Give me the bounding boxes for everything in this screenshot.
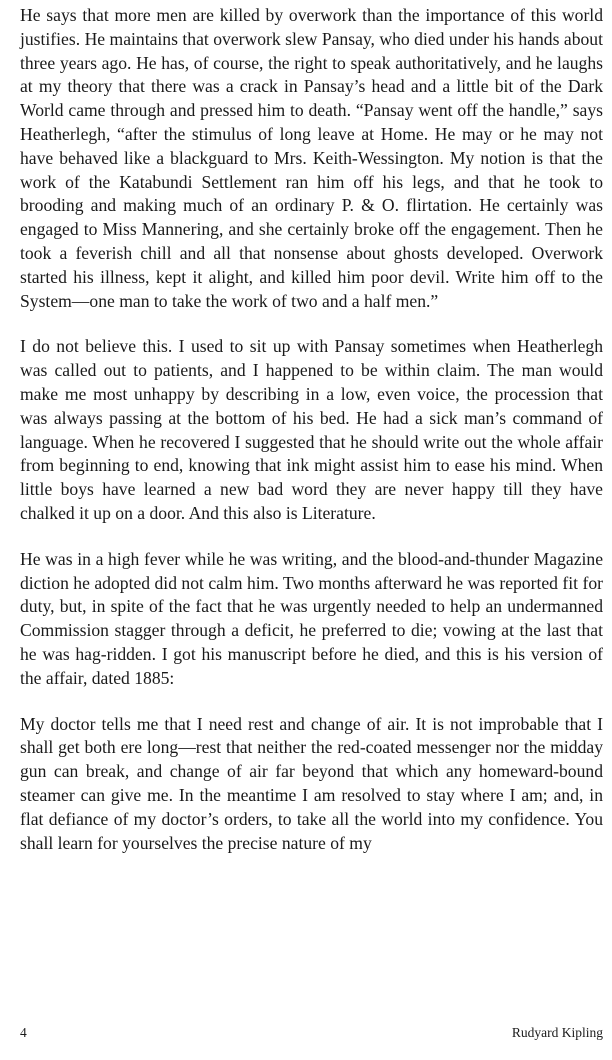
page-body	[20, 4, 603, 877]
paragraph-narrator-disbelief: I do not believe this. I used to sit up with Pansay sometimes when Heatherlegh was called out to patients, and I happened to be within claim. The man would make me most unhappy by describing in a low, even voice, the procession that was always passing at the bottom of his bed. He had a sick man’s command of language. When he recovered I suggested that he should write out the whole affair from beginning to end, knowing that ink might assist him to ease his mind. When little boys have learned a new bad word they are never happy till they have chalked it up on a door. And this also is Literature.	[20, 336, 603, 523]
page-footer	[20, 1024, 603, 1042]
running-footer-author: Rudyard Kipling	[511, 1025, 603, 1040]
page-number: 4	[20, 1025, 27, 1040]
paragraph-fever-manuscript: He was in a high fever while he was writing, and the blood-and-thunder Magazine diction he adopted did not calm him. Two months afterward he was reported fit for duty, but, in spite of the fact that he was urgently needed to help an undermanned Commission stagger through a deficit, he preferred to die; vowing at the last that he was hag-ridden. I got his manuscript before he died, and this is his version of the affair, dated 1885:	[20, 548, 603, 688]
paragraph-pansay-account: My doctor tells me that I need rest and change of air. It is not improbable that I shall get both ere long—rest that neither the red-coated messenger nor the midday gun can break, and change of air far beyond that which any homeward-bound steamer can give me. In the meantime I am resolved to stay where I am; and, in flat defiance of my doctor’s orders, to take all the world into my confidence. You shall learn for yourselves the precise nature of my	[20, 713, 603, 853]
paragraph-heatherlegh-theory: He says that more men are killed by overwork than the importance of this world justifies. He maintains that overwork slew Pansay, who died under his hands about three years ago. He has, of course, the right to speak authoritatively, and he laughs at my theory that there was a crack in Pansay’s head and a little bit of the Dark World came through and pressed him to death. “Pansay went off the handle,” says Heatherlegh, “after the stimulus of long leave at Home. He may or he may not have behaved like a blackguard to Mrs. Keith-Wessington. My notion is that the work of the Katabundi Settlement ran him off his legs, and that he took to brooding and making much of an ordinary P. & O. flirtation. He certainly was engaged to Miss Mannering, and she certainly broke off the engagement. Then he took a feverish chill and all that nonsense about ghosts developed. Overwork started his illness, kept it alight, and killed him poor devil. Write him off to the System—one man to take the work of two and a half men.”	[20, 5, 603, 311]
